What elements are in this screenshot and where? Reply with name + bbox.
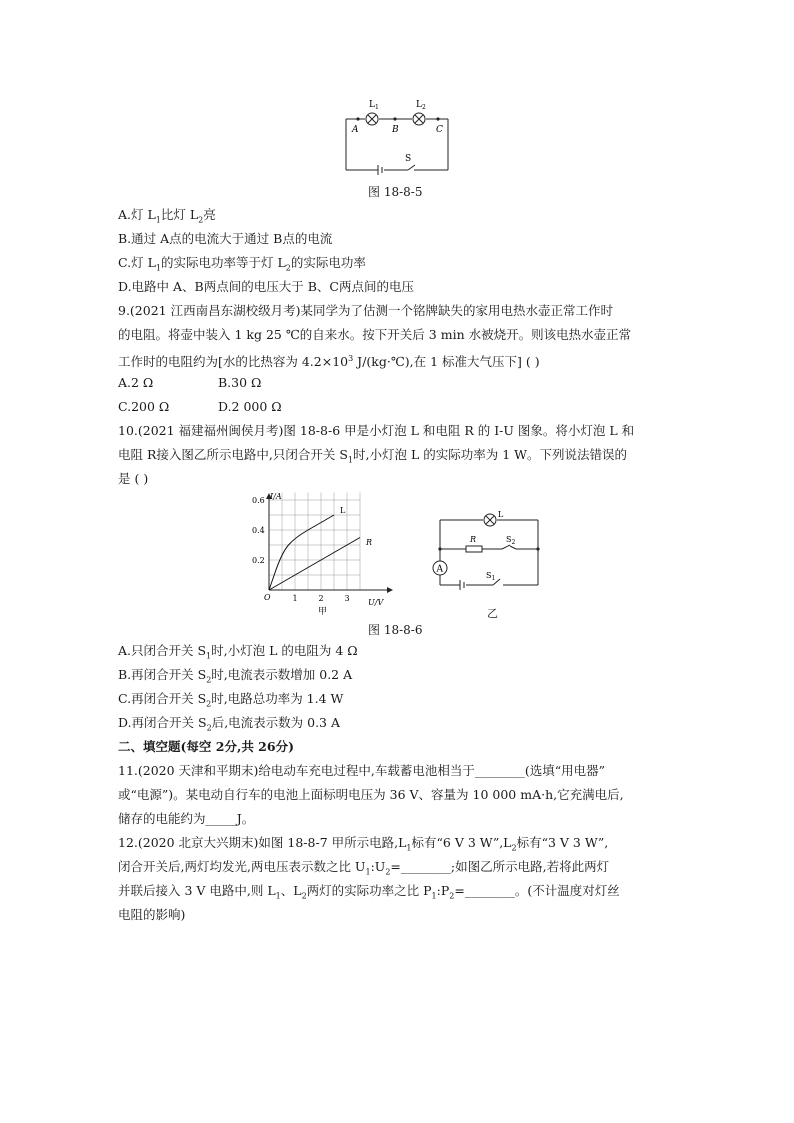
q9-line-2: 的电阻。将壶中装入 1 kg 25 ℃的自来水。按下开关后 3 min 水被烧开。则该电热水壶正常 bbox=[118, 327, 632, 342]
q10-option-b: B.再闭合开关 $S_2$时,电流表示数增加 0.2 A bbox=[118, 667, 353, 685]
q9-option-a: A.2 Ω bbox=[118, 375, 154, 390]
q11-line-1: 11.(2020 天津和平期末)给电动车充电过程中,车载蓄电池相当于________(选填“用电器” bbox=[118, 763, 606, 778]
x-tick-label: 2 bbox=[318, 594, 324, 603]
y-axis-label: I/A bbox=[270, 492, 282, 501]
series-L-line bbox=[269, 515, 334, 590]
figure-caption: 图 18-8-6 bbox=[368, 623, 423, 637]
label-L: L bbox=[498, 510, 504, 519]
series-R-line bbox=[269, 538, 360, 591]
svg-text:A: A bbox=[436, 564, 443, 575]
circuit-diagram-18-8-6 bbox=[430, 505, 545, 610]
y-tick-label: 0.2 bbox=[252, 556, 265, 565]
ammeter-icon bbox=[433, 561, 447, 575]
q8-option-a: A.灯 $L_1$比灯 $L_2$亮 bbox=[118, 207, 216, 225]
label-R: R bbox=[470, 535, 477, 544]
q12-line-4: 电阻的影响) bbox=[118, 907, 186, 922]
lamp-icon bbox=[484, 514, 496, 526]
q10-option-a: A.只闭合开关 $S_1$时,小灯泡 L 的电阻为 4 Ω bbox=[118, 643, 358, 661]
q11-line-2: 或“电源”)。某电动自行车的电池上面标明电压为 36 V、容量为 10 000 mA·h,它充满电后, bbox=[118, 787, 624, 802]
q11-line-3: 储存的电能约为_____J。 bbox=[118, 811, 255, 826]
q10-line-2: 电阻 R接入图乙所示电路中,只闭合开关 $S_1$时,小灯泡 L 的实际功率为 1 W。下列说法错误的 bbox=[118, 447, 627, 465]
curve-label-R: R bbox=[366, 538, 373, 547]
q12-line-2: 闭合开关后,两灯均发光,两电压表示数之比 $U_1:U_2=\_\_\_\_\_\_\_\_$;如图乙所示电路,若将此两灯 bbox=[118, 859, 610, 877]
q10-option-d: D.再闭合开关 $S_2$后,电流表示数为 0.3 A bbox=[118, 715, 341, 733]
q9-line-3: 工作时的电阻约为[水的比热容为 $4.2\times 10^3$ J/(kg·℃),在 1 标准大气压下] ( ) bbox=[118, 354, 540, 370]
q9-option-c: C.200 Ω bbox=[118, 399, 170, 414]
q10-line-3: 是 ( ) bbox=[118, 471, 149, 486]
x-tick-label: 1 bbox=[292, 594, 298, 603]
q10-option-c: C.再闭合开关 $S_2$时,电路总功率为 1.4 W bbox=[118, 691, 344, 709]
label-A: A bbox=[352, 125, 359, 135]
section-title: 二、填空题(每空 2分,共 26分) bbox=[118, 739, 294, 754]
x-axis-label: U/V bbox=[368, 598, 384, 607]
iu-graph bbox=[250, 488, 400, 618]
y-tick-label: 0.4 bbox=[252, 526, 265, 535]
label-C: C bbox=[436, 125, 443, 135]
label-L2: $L_2$ bbox=[416, 100, 426, 111]
y-tick-label: 0.6 bbox=[252, 496, 265, 505]
label-B: B bbox=[392, 125, 399, 135]
q8-option-d: D.电路中 A、B两点间的电压大于 B、C两点间的电压 bbox=[118, 279, 414, 294]
origin-label: O bbox=[264, 593, 271, 602]
figure-caption: 图 18-8-5 bbox=[368, 185, 423, 199]
q12-line-3: 并联后接入 3 V 电路中,则 $L_1$、$L_2$两灯的实际功率之比 $P_1:P_2=\_\_\_\_\_\_\_\_$。(不计温度对灯丝 bbox=[118, 883, 620, 901]
q10-line-1: 10.(2021 福建福州闽侯月考)图 18-8-6 甲是小灯泡 L 和电阻 R 的 I-U 图象。将小灯泡 L 和 bbox=[118, 423, 635, 438]
q8-option-b: B.通过 A点的电流大于通过 B点的电流 bbox=[118, 231, 333, 246]
resistor-icon bbox=[466, 546, 482, 552]
label-S: S bbox=[405, 154, 412, 164]
q9-option-b: B.30 Ω bbox=[218, 375, 262, 390]
q9-line-1: 9.(2021 江西南昌东湖校级月考)某同学为了估测一个铭牌缺失的家用电热水壶正常工作时 bbox=[118, 303, 613, 318]
lamp-icon bbox=[413, 113, 425, 125]
circuit-diagram-18-8-5 bbox=[338, 95, 458, 175]
label-L1: $L_1$ bbox=[369, 100, 379, 111]
x-tick-label: 3 bbox=[344, 594, 350, 603]
q8-option-c: C.灯 $L_1$的实际电功率等于灯 $L_2$的实际电功率 bbox=[118, 255, 366, 273]
q9-option-d: D.2 000 Ω bbox=[218, 399, 282, 414]
q12-line-1: 12.(2020 北京大兴期末)如图 18-8-7 甲所示电路$,L_1$标有“6 V 3 $W”,L_2$标有“3 V 3 W”, bbox=[118, 835, 609, 853]
lamp-icon bbox=[366, 113, 378, 125]
label-S2: $S_2$ bbox=[506, 535, 516, 546]
figure-label-yi: 乙 bbox=[487, 607, 498, 620]
label-S1: $S_1$ bbox=[486, 571, 496, 582]
curve-label-L: L bbox=[340, 506, 346, 515]
figure-label-jia: 甲 bbox=[318, 607, 328, 617]
